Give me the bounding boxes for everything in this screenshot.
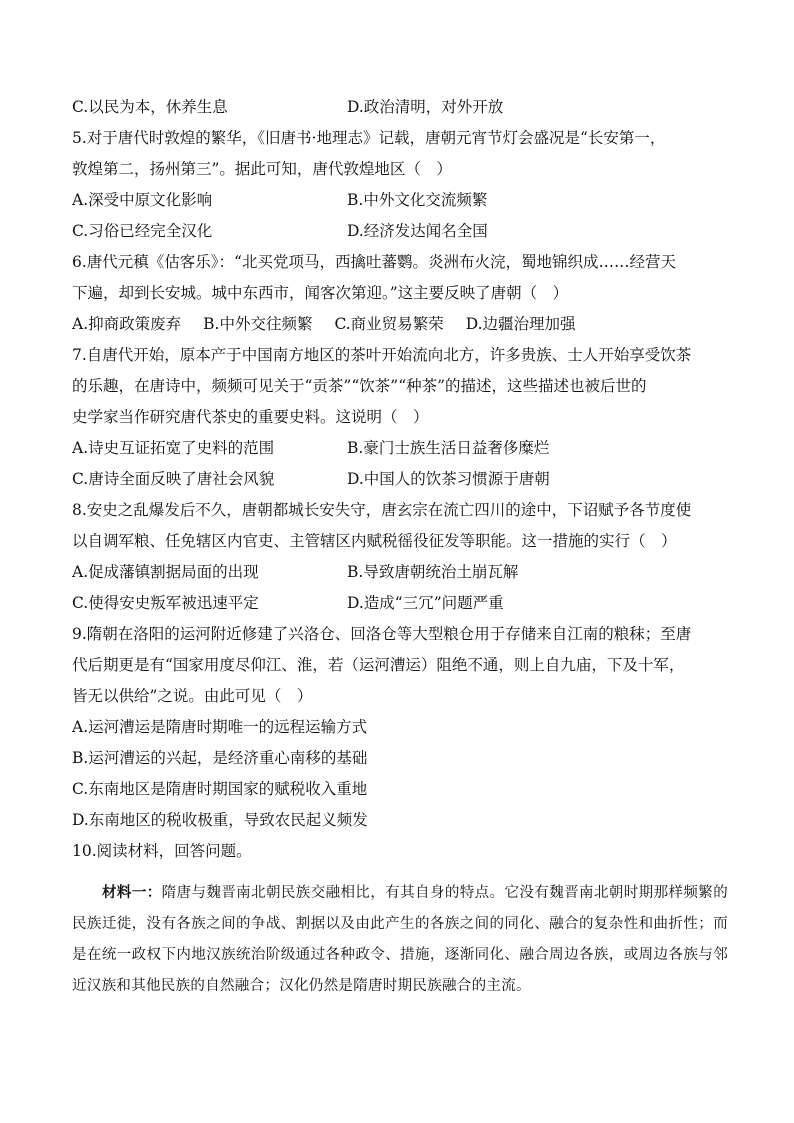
material-text: 隋唐与魏晋南北朝民族交融相比，有其自身的特点。它没有魏晋南北朝时期那样频繁的民族迁徙，没有各族之间的争战、割据以及由此产生的各族之间的同化、融合的复杂性和曲折性；而是在统一政权下内地汉族统治阶级通过各种政令、措施，逐渐同化、融合周边各族，或周边各族与邻近汉族和其他民族的自然融合；汉化仍然是隋唐时期民族融合的主流。 xyxy=(72,885,728,994)
q9-stem-cont: 代后期更是有“国家用度尽仰江、淮，若（运河漕运）阻绝不通，则上自九庙，下及十军， xyxy=(72,656,685,674)
q8-options-row-2 xyxy=(72,588,728,619)
q9-option-c: C.东南地区是隋唐时期国家的赋税收入重地 xyxy=(72,780,368,798)
q5-options-row-2 xyxy=(72,216,728,247)
q8-option-d: D.造成“三冗”问题严重 xyxy=(347,594,504,612)
q9-option-d: D.东南地区的税收极重，导致农民起义频发 xyxy=(72,811,368,829)
q8-option-c: C.使得安史叛军被迅速平定 xyxy=(72,594,259,612)
q5-option-a: A.深受中原文化影响 xyxy=(72,191,213,209)
q8-options-row-1 xyxy=(72,557,728,588)
q7-stem-cont: 的乐趣，在唐诗中，频频可见关于“贡茶”“饮茶”“种茶”的描述，这些描述也被后世的 xyxy=(72,377,647,395)
q7-option-d: D.中国人的饮茶习惯源于唐朝 xyxy=(347,470,550,488)
q7-option-a: A.诗史互证拓宽了史料的范围 xyxy=(72,439,275,457)
q5-stem: 5.对于唐代时敦煌的繁华，《旧唐书·地理志》记载，唐朝元宵节灯会盛况是“长安第一， xyxy=(72,129,666,147)
q7-option-c: C.唐诗全面反映了唐社会风貌 xyxy=(72,470,275,488)
q4-option-c: C.以民为本，休养生息 xyxy=(72,98,228,116)
exam-page xyxy=(72,92,728,1002)
q7-stem: 7.自唐代开始，原本产于中国南方地区的茶叶开始流向北方，许多贵族、士人开始享受饮茶 xyxy=(72,346,692,364)
q5-option-c: C.习俗已经完全汉化 xyxy=(72,222,213,240)
q8-option-a: A.促成藩镇割据局面的出现 xyxy=(72,563,259,581)
q10-stem: 10.阅读材料，回答问题。 xyxy=(72,842,252,860)
q9-stem-cont-2: 皆无以供给”之说。由此可见（ ） xyxy=(72,687,313,705)
q10-material-one xyxy=(72,877,728,1002)
q4-options-row xyxy=(72,92,728,123)
q5-option-b: B.中外文化交流频繁 xyxy=(347,191,488,209)
q9-option-a: A.运河漕运是隋唐时期唯一的远程运输方式 xyxy=(72,718,368,736)
q7-options-row-1 xyxy=(72,433,728,464)
q9-option-b: B.运河漕运的兴起，是经济重心南移的基础 xyxy=(72,749,368,767)
q6-options-row xyxy=(72,309,728,340)
q6-option-a: A.抑商政策废弃 xyxy=(72,315,182,333)
q6-option-d: D.边疆治理加强 xyxy=(465,315,576,333)
q4-option-d: D.政治清明，对外开放 xyxy=(347,98,504,116)
q6-stem: 6.唐代元稹《估客乐》：“北买党项马，西擒吐蕃鹦。炎洲布火浣，蜀地锦织成……经营天 xyxy=(72,253,676,271)
q9-stem: 9.隋朝在洛阳的运河附近修建了兴洛仓、回洛仓等大型粮仓用于存储来自江南的粮秣；至唐 xyxy=(72,625,692,643)
q5-stem-cont: 敦煌第二，扬州第三”。据此可知，唐代敦煌地区（ ） xyxy=(72,160,452,178)
q8-stem: 8.安史之乱爆发后不久，唐朝都城长安失守，唐玄宗在流亡四川的途中，下诏赋予各节度使 xyxy=(72,501,692,519)
q5-options-row-1 xyxy=(72,185,728,216)
q7-option-b: B.豪门士族生活日益奢侈糜烂 xyxy=(347,439,550,457)
q6-option-c: C.商业贸易繁荣 xyxy=(334,315,444,333)
q8-stem-cont: 以自调军粮、任免辖区内官吏、主管辖区内赋税徭役征发等职能。这一措施的实行（ ） xyxy=(72,532,677,550)
q8-option-b: B.导致唐朝统治土崩瓦解 xyxy=(347,563,519,581)
material-label: 材料一： xyxy=(102,884,162,901)
q7-stem-cont-2: 史学家当作研究唐代茶史的重要史料。这说明（ ） xyxy=(72,408,429,426)
q6-option-b: B.中外交往频繁 xyxy=(203,315,313,333)
q6-stem-cont: 下遍，却到长安城。城中东西市，闻客次第迎。”这主要反映了唐朝（ ） xyxy=(72,284,569,302)
q7-options-row-2 xyxy=(72,464,728,495)
q5-option-d: D.经济发达闻名全国 xyxy=(347,222,488,240)
